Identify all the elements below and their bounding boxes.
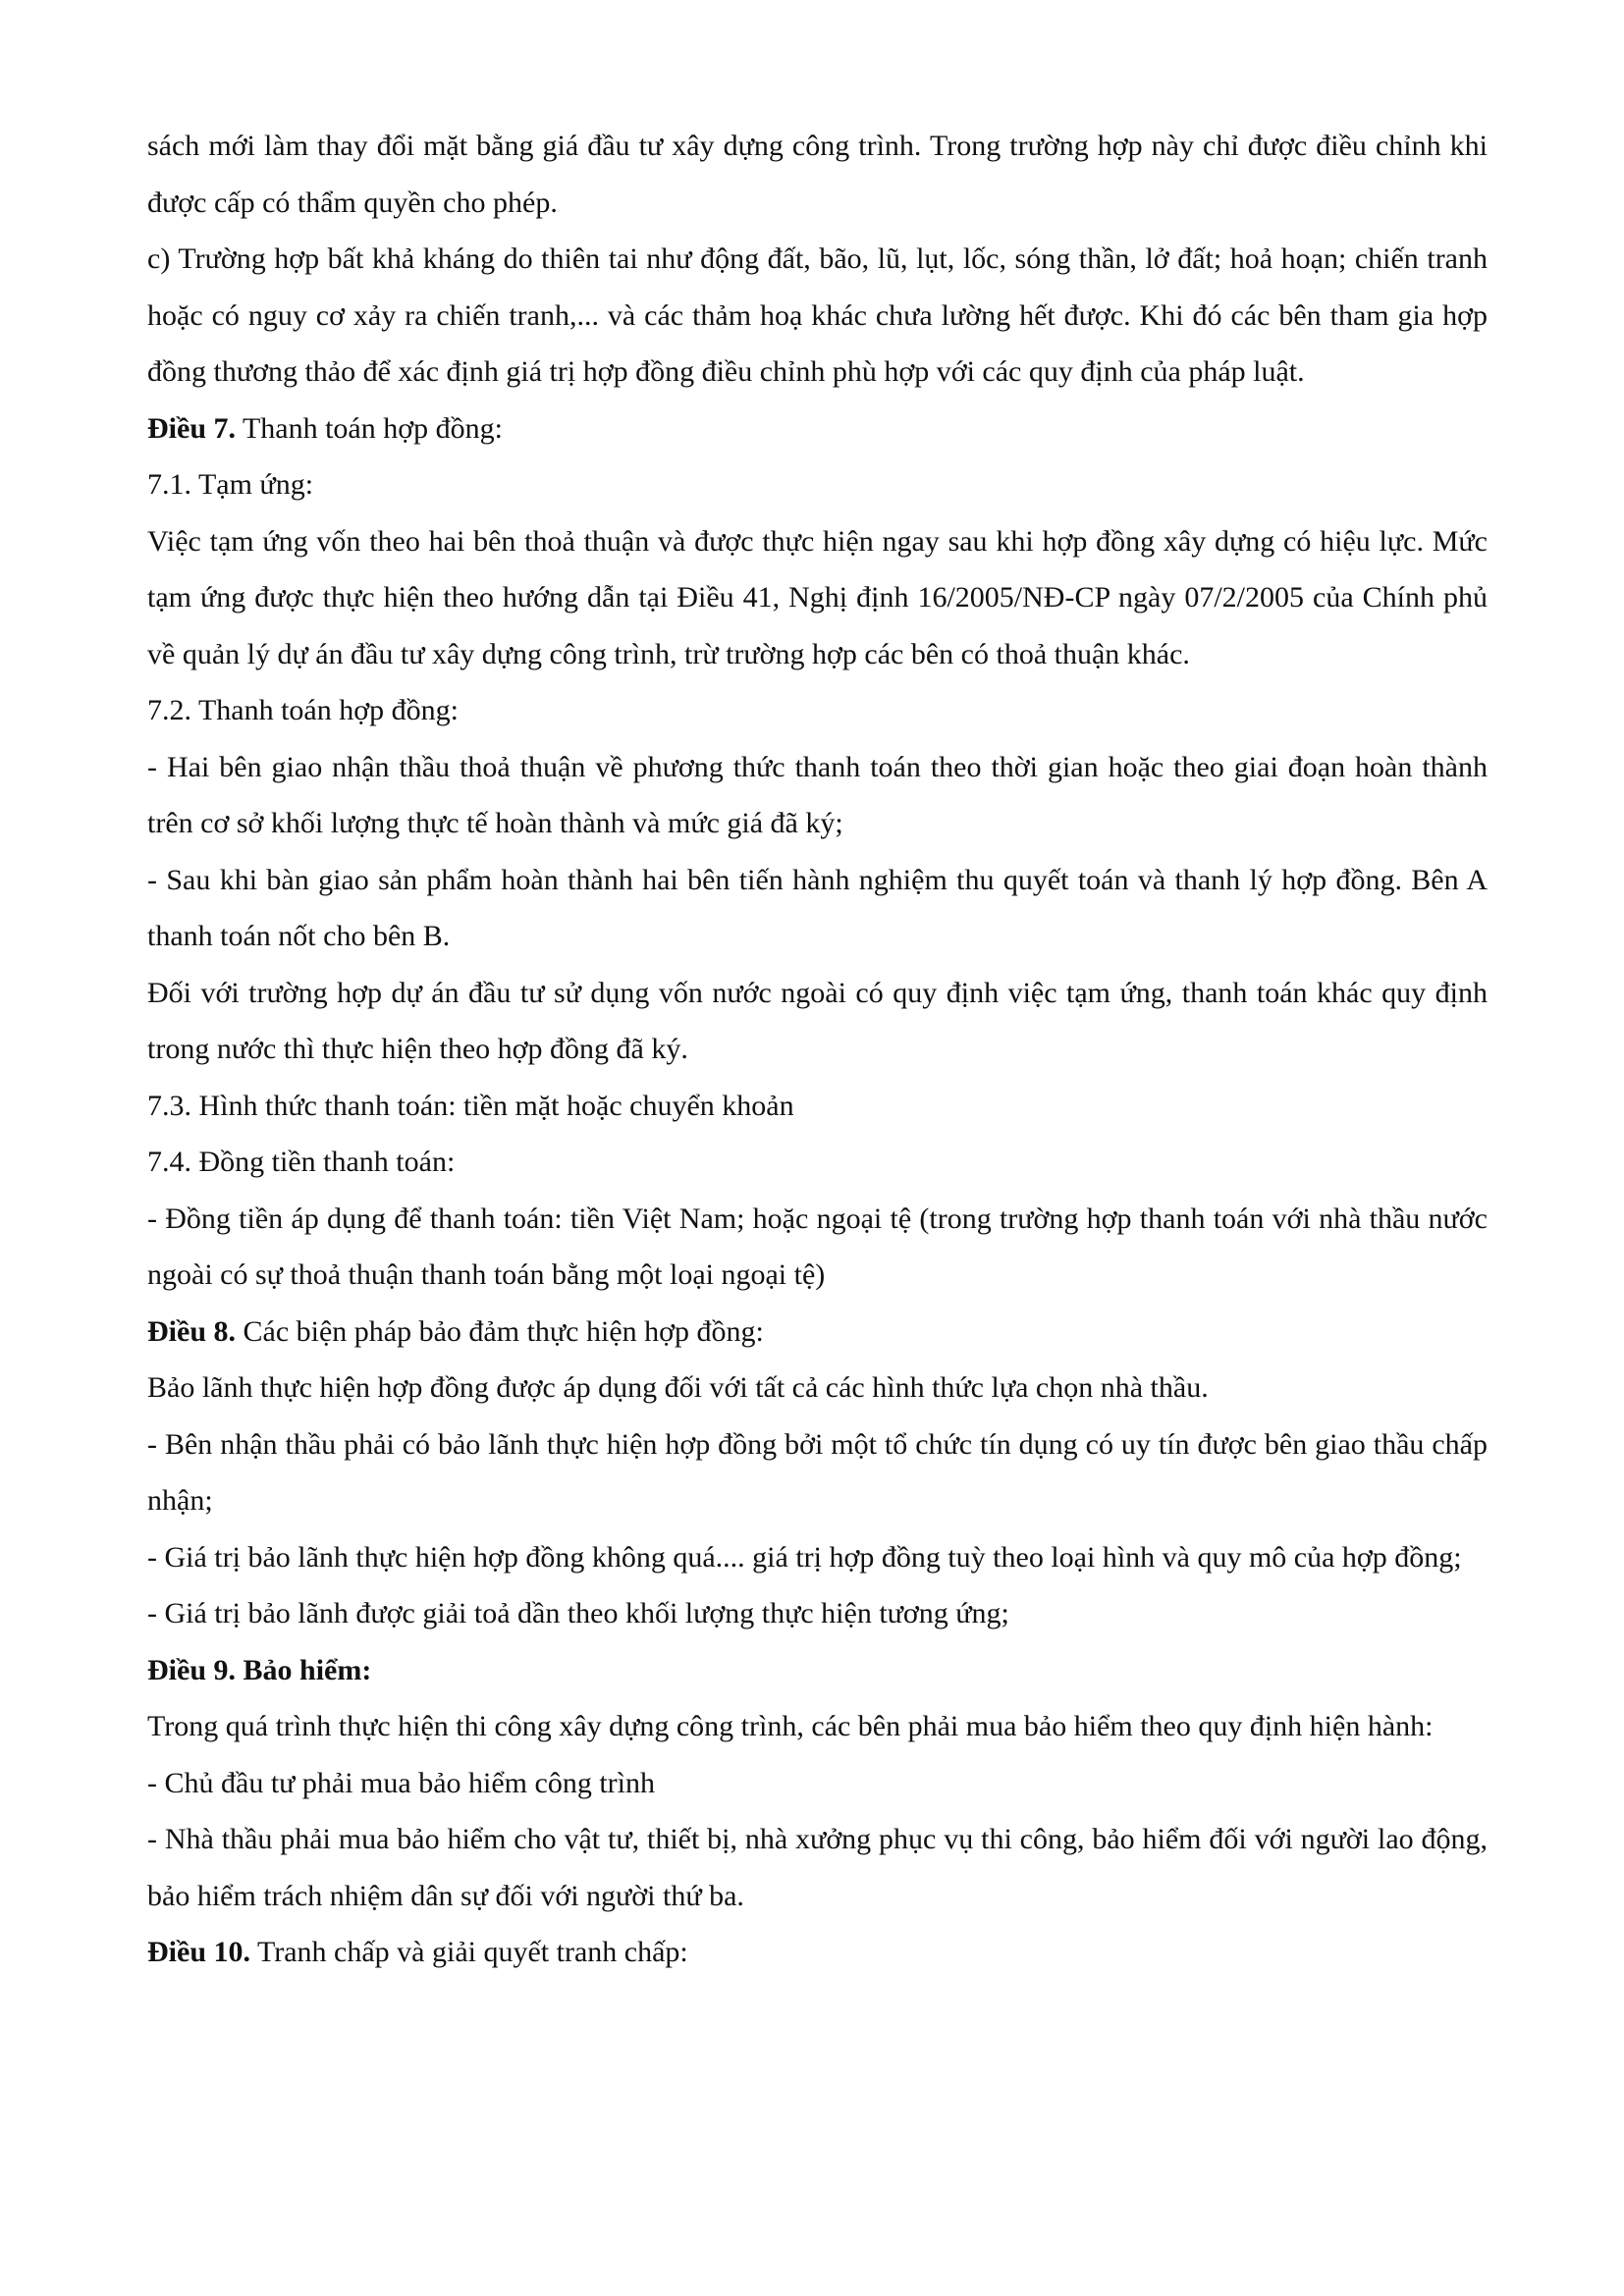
list-item: - Hai bên giao nhận thầu thoả thuận về phương thức thanh toán theo thời gian hoặc theo giai đoạn hoàn thành trên cơ sở khối lượng thực tế hoàn thành và mức giá đã ký; (147, 750, 1488, 839)
list-item: - Nhà thầu phải mua bảo hiểm cho vật tư, thiết bị, nhà xưởng phục vụ thi công, bảo hiểm đối với người lao động, bảo hiểm trách nhiệm dân sự đối với người thứ ba. (147, 1823, 1488, 1912)
article-number: Điều 7. (147, 411, 236, 445)
article-number: Điều 8. (147, 1314, 236, 1348)
article-heading: Điều 8. Các biện pháp bảo đảm thực hiện hợp đồng: (147, 1314, 764, 1348)
document-page (147, 118, 1488, 1981)
list-item: - Đồng tiền áp dụng để thanh toán: tiền Việt Nam; hoặc ngoại tệ (trong trường hợp thanh toán với nhà thầu nước ngoài có sự thoả thuận thanh toán bằng một loại ngoại tệ) (147, 1201, 1488, 1291)
list-item: - Sau khi bàn giao sản phẩm hoàn thành hai bên tiến hành nghiệm thu quyết toán và thanh lý hợp đồng. Bên A thanh toán nốt cho bên B. (147, 863, 1488, 952)
paragraph: Bảo lãnh thực hiện hợp đồng được áp dụng đối với tất cả các hình thức lựa chọn nhà thầu. (147, 1371, 1209, 1404)
list-item: - Giá trị bảo lãnh được giải toả dần theo khối lượng thực hiện tương ứng; (147, 1597, 1009, 1629)
section-heading: 7.2. Thanh toán hợp đồng: (147, 694, 459, 726)
paragraph: sách mới làm thay đổi mặt bằng giá đầu tư xây dựng công trình. Trong trường hợp này chỉ được điều chỉnh khi được cấp có thẩm quyền cho phép. (147, 130, 1488, 219)
article-number: Điều 10. (147, 1936, 250, 1968)
section-heading: 7.1. Tạm ứng: (147, 468, 314, 501)
paragraph: Trong quá trình thực hiện thi công xây dựng công trình, các bên phải mua bảo hiểm theo quy định hiện hành: (147, 1710, 1434, 1742)
section-heading: 7.3. Hình thức thanh toán: tiền mặt hoặc chuyển khoản (147, 1089, 794, 1122)
paragraph: Việc tạm ứng vốn theo hai bên thoả thuận và được thực hiện ngay sau khi hợp đồng xây dựng có hiệu lực. Mức tạm ứng được thực hiện theo hướng dẫn tại Điều 41, Nghị định 16/2005/NĐ-CP ngày 07/2/2005 của Chính phủ về quản lý dự án đầu tư xây dựng công trình, trừ trường hợp các bên có thoả thuận khác. (147, 524, 1488, 670)
article-heading (147, 1642, 1488, 1699)
paragraph: c) Trường hợp bất khả kháng do thiên tai như động đất, bão, lũ, lụt, lốc, sóng thần, lở đất; hoả hoạn; chiến tranh hoặc có nguy cơ xảy ra chiến tranh,... và các thảm hoạ khác chưa lường hết được. Khi đó các bên tham gia hợp đồng thương thảo để xác định giá trị hợp đồng điều chỉnh phù hợp với các quy định của pháp luật. (147, 242, 1488, 388)
article-heading: Điều 7. Thanh toán hợp đồng: (147, 411, 503, 445)
list-item: - Bên nhận thầu phải có bảo lãnh thực hiện hợp đồng bởi một tổ chức tín dụng có uy tín được bên giao thầu chấp nhận; (147, 1427, 1488, 1517)
article-heading: Điều 10. Tranh chấp và giải quyết tranh chấp: (147, 1936, 688, 1968)
paragraph: Đối với trường hợp dự án đầu tư sử dụng vốn nước ngoài có quy định việc tạm ứng, thanh toán khác quy định trong nước thì thực hiện theo hợp đồng đã ký. (147, 976, 1488, 1065)
article-number: Điều 9. Bảo hiểm: (147, 1653, 372, 1686)
section-heading: 7.4. Đồng tiền thanh toán: (147, 1146, 456, 1178)
list-item: - Chủ đầu tư phải mua bảo hiểm công trình (147, 1766, 655, 1799)
list-item: - Giá trị bảo lãnh thực hiện hợp đồng không quá.... giá trị hợp đồng tuỳ theo loại hình và quy mô của hợp đồng; (147, 1540, 1462, 1574)
